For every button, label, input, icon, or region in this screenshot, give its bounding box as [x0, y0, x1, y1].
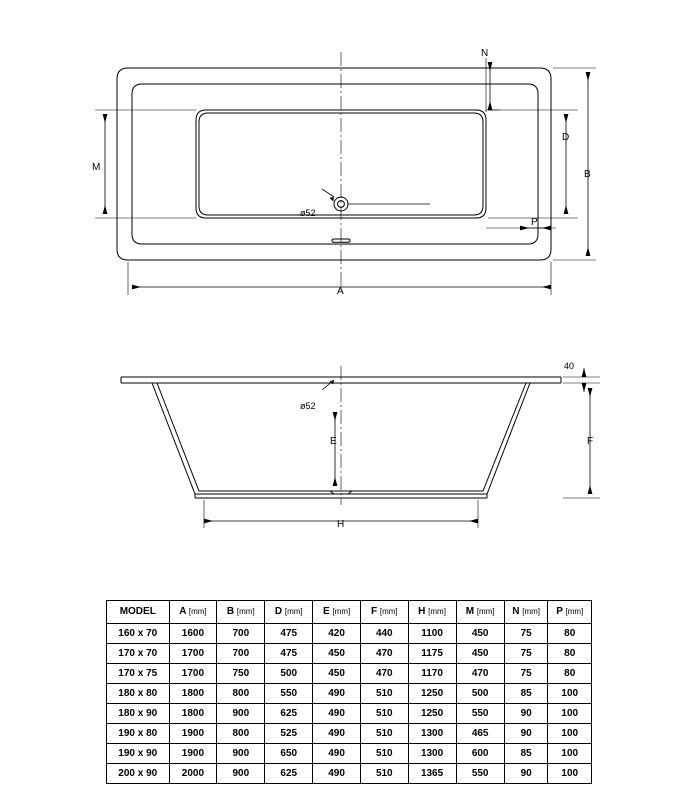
cell-value: 470 — [360, 664, 408, 684]
label-m: M — [92, 162, 101, 173]
cell-value: 85 — [504, 684, 548, 704]
cell-value: 1800 — [169, 684, 217, 704]
cell-value: 440 — [360, 624, 408, 644]
cell-value: 900 — [217, 704, 265, 724]
header-d: D [mm] — [265, 601, 313, 624]
cell-value: 1100 — [408, 624, 456, 644]
specification-table-wrapper — [106, 600, 592, 784]
table-body — [107, 624, 592, 784]
label-f: F — [587, 436, 594, 447]
cell-value: 75 — [504, 664, 548, 684]
cell-value: 100 — [548, 764, 592, 784]
cell-value: 465 — [456, 724, 504, 744]
cell-value: 2000 — [169, 764, 217, 784]
cell-value: 625 — [265, 764, 313, 784]
label-b: B — [584, 169, 591, 180]
header-h: H [mm] — [408, 601, 456, 624]
cell-value: 100 — [548, 724, 592, 744]
cell-value: 1300 — [408, 744, 456, 764]
header-f: F [mm] — [360, 601, 408, 624]
table-row — [107, 724, 592, 744]
cell-value: 700 — [217, 624, 265, 644]
cell-value: 500 — [265, 664, 313, 684]
header-p: P [mm] — [548, 601, 592, 624]
cell-value: 475 — [265, 624, 313, 644]
cell-value: 800 — [217, 724, 265, 744]
label-40: 40 — [564, 361, 575, 371]
cell-model: 200 x 90 — [107, 764, 170, 784]
table-row — [107, 664, 592, 684]
cell-value: 450 — [456, 624, 504, 644]
cell-value: 490 — [313, 724, 361, 744]
header-b: B [mm] — [217, 601, 265, 624]
table-row — [107, 644, 592, 664]
cell-value: 550 — [456, 764, 504, 784]
cell-value: 1700 — [169, 664, 217, 684]
table-row — [107, 704, 592, 724]
label-n: N — [481, 48, 489, 59]
header-n: N [mm] — [504, 601, 548, 624]
label-d: D — [562, 132, 570, 143]
table-row — [107, 624, 592, 644]
cell-model: 190 x 80 — [107, 724, 170, 744]
cell-value: 600 — [456, 744, 504, 764]
header-model: MODEL — [107, 601, 170, 624]
label-p: P — [531, 217, 538, 228]
cell-value: 450 — [313, 644, 361, 664]
cell-value: 100 — [548, 704, 592, 724]
cell-value: 510 — [360, 724, 408, 744]
cell-value: 80 — [548, 624, 592, 644]
cell-value: 490 — [313, 704, 361, 724]
cell-value: 1800 — [169, 704, 217, 724]
cell-model: 170 x 75 — [107, 664, 170, 684]
cell-value: 1900 — [169, 744, 217, 764]
specification-table — [106, 600, 592, 784]
cell-value: 700 — [217, 644, 265, 664]
cell-value: 90 — [504, 704, 548, 724]
cell-value: 750 — [217, 664, 265, 684]
cell-value: 1170 — [408, 664, 456, 684]
table-row — [107, 764, 592, 784]
label-h: H — [337, 519, 345, 530]
cell-value: 490 — [313, 764, 361, 784]
cell-value: 90 — [504, 724, 548, 744]
cell-value: 625 — [265, 704, 313, 724]
table-row — [107, 744, 592, 764]
cell-value: 1250 — [408, 704, 456, 724]
cell-value: 100 — [548, 684, 592, 704]
cell-value: 900 — [217, 744, 265, 764]
label-drain-section: ø52 — [300, 401, 316, 411]
cell-value: 75 — [504, 624, 548, 644]
cell-value: 475 — [265, 644, 313, 664]
cell-model: 180 x 90 — [107, 704, 170, 724]
label-drain-top: ø52 — [300, 208, 316, 218]
cell-value: 1300 — [408, 724, 456, 744]
cell-model: 160 x 70 — [107, 624, 170, 644]
cell-value: 450 — [313, 664, 361, 684]
cell-value: 510 — [360, 704, 408, 724]
cell-value: 90 — [504, 764, 548, 784]
cell-value: 80 — [548, 644, 592, 664]
cell-value: 1365 — [408, 764, 456, 784]
cell-model: 180 x 80 — [107, 684, 170, 704]
cell-value: 550 — [265, 684, 313, 704]
table-header-row — [107, 601, 592, 624]
cell-value: 450 — [456, 644, 504, 664]
cell-value: 525 — [265, 724, 313, 744]
cell-value: 490 — [313, 744, 361, 764]
label-a: A — [337, 286, 344, 297]
cell-value: 1250 — [408, 684, 456, 704]
cell-value: 75 — [504, 644, 548, 664]
table-row — [107, 684, 592, 704]
cell-value: 800 — [217, 684, 265, 704]
cell-value: 510 — [360, 684, 408, 704]
header-a: A [mm] — [169, 601, 217, 624]
cell-value: 470 — [456, 664, 504, 684]
cell-value: 470 — [360, 644, 408, 664]
cell-value: 420 — [313, 624, 361, 644]
cell-value: 1900 — [169, 724, 217, 744]
cell-value: 650 — [265, 744, 313, 764]
cell-value: 100 — [548, 744, 592, 764]
cell-value: 510 — [360, 764, 408, 784]
cell-value: 85 — [504, 744, 548, 764]
cell-value: 1175 — [408, 644, 456, 664]
cell-model: 190 x 90 — [107, 744, 170, 764]
cell-value: 500 — [456, 684, 504, 704]
cell-value: 1700 — [169, 644, 217, 664]
cell-value: 510 — [360, 744, 408, 764]
label-e: E — [330, 436, 337, 447]
cell-value: 490 — [313, 684, 361, 704]
cell-value: 80 — [548, 664, 592, 684]
cell-value: 1600 — [169, 624, 217, 644]
header-e: E [mm] — [313, 601, 361, 624]
cell-model: 170 x 70 — [107, 644, 170, 664]
header-m: M [mm] — [456, 601, 504, 624]
cell-value: 550 — [456, 704, 504, 724]
cell-value: 900 — [217, 764, 265, 784]
